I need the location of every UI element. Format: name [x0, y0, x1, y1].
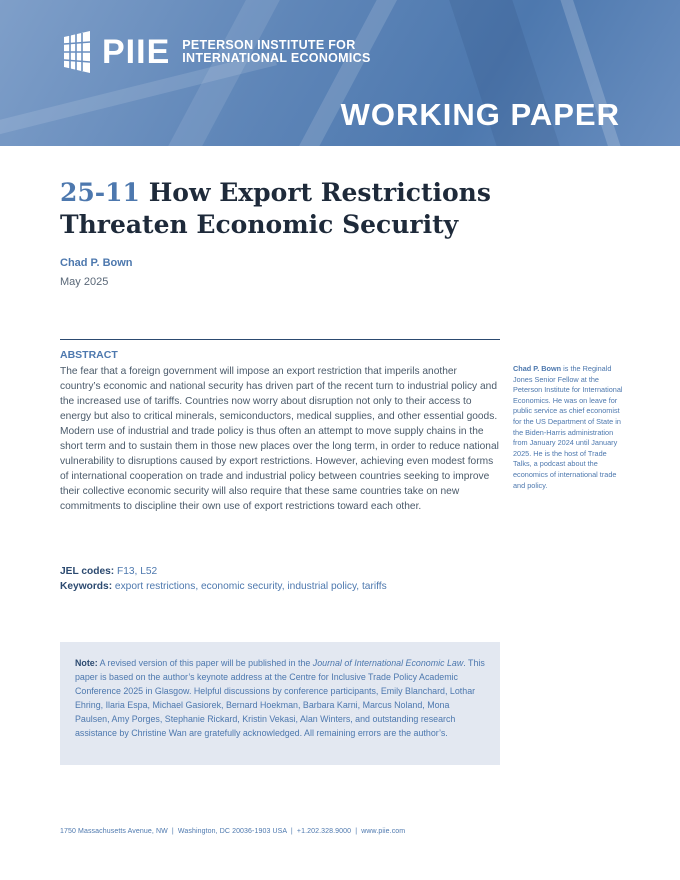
- publication-date: May 2025: [60, 276, 109, 288]
- abstract-heading: ABSTRACT: [60, 349, 118, 361]
- note-text-part2: . This paper is based on the author’s keynote address at the Centre for Inclusive Trade Policy Academic Conference 2025 in Glasgow. Helpful discussions by conference participants, Emily Blanchard, Lothar Ehring, Ilaria Espa, Michael Gasiorek, Bernard Hoekman, Barbara Karni, Marcus Noland, Mona Paulsen, Amy Porges, Stephanie Rickard, Kristin Vekasi, Alan Winters, and outstanding research assistance by Christine Wan are gratefully acknowledged. All remaining errors are the author’s.: [75, 658, 485, 738]
- header-banner: [0, 0, 680, 146]
- title-line2: Threaten Economic Security: [60, 210, 459, 239]
- piie-logo-mark-icon: [60, 31, 94, 73]
- abstract-text: The fear that a foreign government will impose an export restriction that imperils another country’s economic and national security has driven part of the recent turn to industrial policy and the increased use of tariffs. Countries now worry about disruption not only to their access to energy but also to critical minerals, semiconductors, medical supplies, and other essential goods. Modern use of industrial and trade policy is thus often an attempt to move supply chains in the short term and to sustain them in those new places over the long term, in order to reduce national vulnerability to disruptions caused by export restrictions. However, achieving even modest forms of international cooperation on trade and industrial policy between countries seeking to improve their collective economic security will also require that these same countries take on new commitments to discipline their own use of export restrictions toward each other.: [60, 366, 499, 512]
- organization-name-line1: PETERSON INSTITUTE FOR: [182, 38, 356, 52]
- keywords-value: export restrictions, economic security, industrial policy, tariffs: [112, 581, 387, 592]
- title-line1: How Export Restrictions: [148, 178, 491, 207]
- section-divider: [60, 339, 500, 340]
- jel-codes: [60, 564, 157, 579]
- note-box: [60, 642, 500, 765]
- journal-name: Journal of International Economic Law: [312, 658, 464, 668]
- organization-name: [182, 39, 370, 65]
- keywords-label: Keywords:: [60, 581, 113, 592]
- piie-logo[interactable]: [60, 31, 371, 73]
- author-bio-name: Chad P. Bown: [513, 364, 562, 373]
- author-name: Chad P. Bown: [60, 257, 133, 269]
- note-text: [60, 642, 500, 740]
- paper-number: 25-11: [60, 178, 140, 207]
- paper-title: [60, 177, 580, 241]
- author-bio-text: is the Reginald Jones Senior Fellow at the Peterson Institute for International Economics. He was on leave for public service as chief economist for the US Department of State in the Biden-Harris administration from January 2024 until January 2025. He is the host of Trade Talks, a podcast about the economics of international trade and policy.: [513, 364, 623, 490]
- organization-name-line2: INTERNATIONAL ECONOMICS: [182, 51, 371, 65]
- note-label: Note:: [75, 658, 98, 668]
- series-label: WORKING PAPER: [340, 97, 620, 132]
- author-bio: [513, 364, 625, 491]
- jel-codes-value: F13, L52: [114, 566, 158, 577]
- footer-contact: 1750 Massachusetts Avenue, NW | Washington, DC 20036-1903 USA | +1.202.328.9000 | www.piie.com: [60, 828, 406, 835]
- keywords: [60, 579, 387, 594]
- jel-codes-label: JEL codes:: [60, 566, 115, 577]
- logo-wordmark: PIIE: [102, 33, 171, 71]
- note-text-part1: A revised version of this paper will be published in the: [97, 658, 313, 668]
